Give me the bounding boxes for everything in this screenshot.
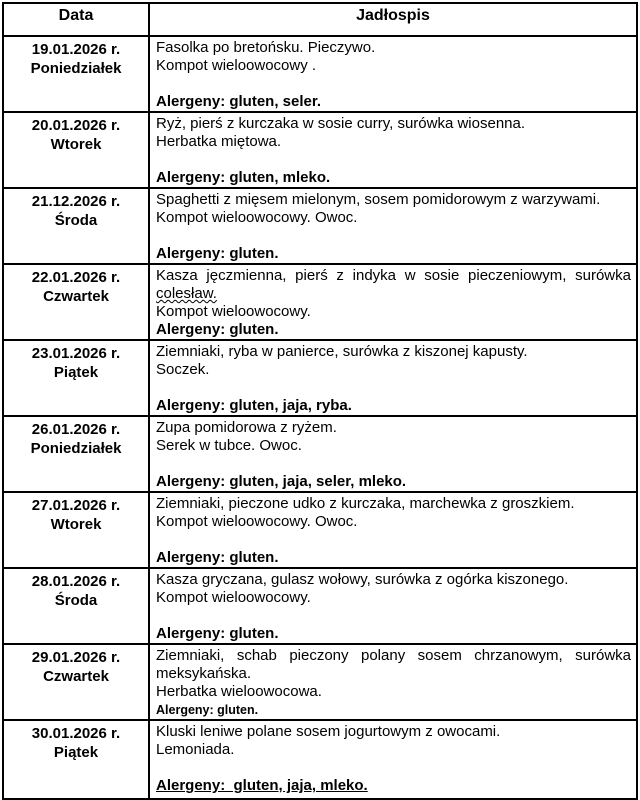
- menu-cell: [149, 492, 637, 568]
- day-label: Poniedziałek: [30, 440, 122, 457]
- date-label: 23.01.2026 r.: [31, 345, 121, 362]
- day-label: Wtorek: [50, 136, 102, 153]
- dish-line: Kluski leniwe polane sosem jogurtowym z owocami.: [156, 723, 501, 740]
- date-cell: [3, 568, 149, 644]
- date-label: 22.01.2026 r.: [31, 269, 121, 286]
- menu-cell: [149, 36, 637, 112]
- table-row: [3, 36, 637, 112]
- allergens-line: Alergeny: gluten.: [156, 321, 279, 338]
- table-row: [3, 340, 637, 416]
- date-cell: [3, 36, 149, 112]
- day-label: Wtorek: [50, 516, 102, 533]
- menu-cell: [149, 720, 637, 799]
- table-row: [3, 264, 637, 340]
- dish-line: Ziemniaki, pieczone udko z kurczaka, marchewka z groszkiem.: [156, 495, 575, 512]
- menu-table-body: [3, 36, 637, 799]
- date-label: 28.01.2026 r.: [31, 573, 121, 590]
- day-label: Poniedziałek: [30, 60, 122, 77]
- dish-line: Lemoniada.: [156, 741, 235, 758]
- dish-line: Ziemniaki, ryba w panierce, surówka z kiszonej kapusty.: [156, 343, 528, 360]
- date-cell: [3, 492, 149, 568]
- day-label: Piątek: [53, 744, 99, 761]
- blank-line: [156, 379, 631, 397]
- date-cell: [3, 644, 149, 720]
- day-label: Środa: [54, 212, 98, 229]
- dish-line: [156, 267, 636, 303]
- column-header-date: Data: [3, 3, 149, 36]
- menu-cell: [149, 416, 637, 492]
- dish-line: Serek w tubce. Owoc.: [156, 437, 302, 454]
- table-row: [3, 416, 637, 492]
- date-cell: [3, 416, 149, 492]
- misspelled-word: colesław.: [156, 285, 217, 302]
- day-label: Czwartek: [43, 288, 109, 305]
- menu-cell: [149, 112, 637, 188]
- blank-line: [156, 75, 631, 93]
- table-row: [3, 568, 637, 644]
- dish-line: Spaghetti z mięsem mielonym, sosem pomidorowym z warzywami.: [156, 191, 601, 208]
- date-label: 29.01.2026 r.: [31, 649, 121, 666]
- date-label: 27.01.2026 r.: [31, 497, 121, 514]
- dish-line: Kompot wieloowocowy. Owoc.: [156, 513, 358, 530]
- dish-line: Ryż, pierś z kurczaka w sosie curry, surówka wiosenna.: [156, 115, 526, 132]
- date-label: 30.01.2026 r.: [31, 725, 121, 742]
- blank-line: [156, 227, 631, 245]
- date-cell: [3, 340, 149, 416]
- date-cell: [3, 264, 149, 340]
- date-cell: [3, 720, 149, 799]
- allergens-line: Alergeny: gluten.: [156, 549, 279, 566]
- table-row: [3, 188, 637, 264]
- dish-line: Fasolka po bretońsku. Pieczywo.: [156, 39, 376, 56]
- table-row: [3, 492, 637, 568]
- date-label: 21.12.2026 r.: [31, 193, 121, 210]
- allergens-line: Alergeny: gluten, seler.: [156, 93, 322, 110]
- dish-line: Kompot wieloowocowy.: [156, 589, 311, 606]
- dish-line: Kasza gryczana, gulasz wołowy, surówka z ogórka kiszonego.: [156, 571, 569, 588]
- header-row: [3, 3, 637, 36]
- date-label: 26.01.2026 r.: [31, 421, 121, 438]
- blank-line: [156, 531, 631, 549]
- menu-table: [2, 2, 638, 800]
- day-label: Piątek: [53, 364, 99, 381]
- blank-line: [156, 759, 631, 777]
- table-row: [3, 720, 637, 799]
- menu-cell: [149, 568, 637, 644]
- dish-line: Kompot wieloowocowy .: [156, 57, 317, 74]
- dish-line: Kompot wieloowocowy.: [156, 303, 311, 320]
- dish-line: Ziemniaki, schab pieczony polany sosem chrzanowym, surówka meksykańska.: [156, 647, 636, 682]
- dish-line: Soczek.: [156, 361, 210, 378]
- allergens-line: Alergeny: gluten.: [156, 703, 259, 717]
- allergens-line: Alergeny: gluten, jaja, seler, mleko.: [156, 473, 407, 490]
- dish-line: Zupa pomidorowa z ryżem.: [156, 419, 337, 436]
- column-header-menu: Jadłospis: [149, 3, 637, 36]
- menu-cell: [149, 264, 637, 340]
- menu-cell: [149, 644, 637, 720]
- blank-line: [156, 607, 631, 625]
- dish-line: Herbatka wieloowocowa.: [156, 683, 322, 700]
- date-label: 20.01.2026 r.: [31, 117, 121, 134]
- allergens-line: Alergeny: gluten.: [156, 625, 279, 642]
- allergens-line: Alergeny: gluten.: [156, 245, 279, 262]
- dish-line: Herbatka miętowa.: [156, 133, 282, 150]
- dish-text: Kasza jęczmienna, pierś z indyka w sosie pieczeniowym, surówka: [156, 267, 636, 284]
- menu-cell: [149, 340, 637, 416]
- table-row: [3, 644, 637, 720]
- table-row: [3, 112, 637, 188]
- date-label: 19.01.2026 r.: [31, 41, 121, 58]
- blank-line: [156, 455, 631, 473]
- menu-cell: [149, 188, 637, 264]
- allergens-line: Alergeny: gluten, jaja, ryba.: [156, 397, 352, 414]
- day-label: Czwartek: [43, 668, 109, 685]
- date-cell: [3, 188, 149, 264]
- day-label: Środa: [54, 592, 98, 609]
- allergens-line: Alergeny: gluten, mleko.: [156, 169, 331, 186]
- allergens-line: Alergeny: gluten, jaja, mleko.: [156, 777, 368, 794]
- blank-line: [156, 151, 631, 169]
- date-cell: [3, 112, 149, 188]
- dish-line: Kompot wieloowocowy. Owoc.: [156, 209, 358, 226]
